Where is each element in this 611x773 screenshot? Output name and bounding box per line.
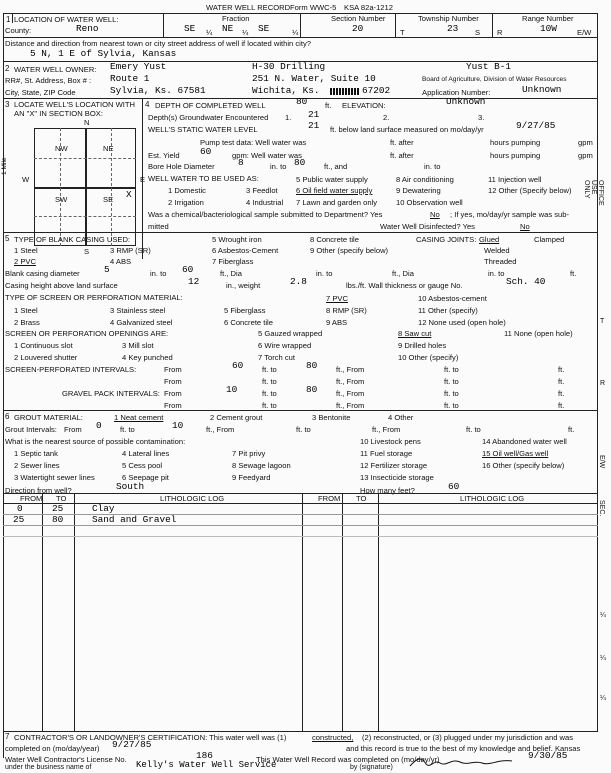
- section-number-5: 5: [5, 234, 10, 243]
- elevation-value: Unknown: [446, 96, 486, 107]
- gravel-ft-to: ft. to: [444, 389, 459, 398]
- bore-to-value: 80: [294, 157, 306, 168]
- screen-4: 4 Galvanized steel: [110, 318, 173, 327]
- perf-ft-end: ft.: [558, 365, 565, 374]
- casing-in-to-2: in. to: [316, 269, 333, 278]
- use-4: 4 Industrial: [246, 198, 284, 207]
- cert-business-label: under the business name of: [5, 764, 92, 771]
- city-value-2: Wichita, Ks.: [252, 85, 320, 96]
- yield-gpm: gpm: [578, 151, 593, 160]
- contam-10: 10 Livestock pens: [360, 437, 421, 446]
- cert-completed-value: 9/27/85: [112, 739, 152, 750]
- yield-label: Est. Yield: [148, 151, 180, 160]
- contam-11: 11 Fuel storage: [360, 449, 413, 458]
- casing-joints-welded: Welded: [484, 246, 510, 255]
- gravel-to-label-2: ft. to: [262, 401, 277, 410]
- casing-ft-end: ft.: [570, 269, 577, 278]
- use-2: 2 Irrigation: [168, 198, 204, 207]
- casing-in-to-3: in. to: [488, 269, 505, 278]
- casing-3: 3 RMP (SR): [110, 246, 151, 255]
- opening-6: 6 Wire wrapped: [258, 341, 312, 350]
- log-litho-header: LITHOLOGIC LOG: [160, 494, 225, 503]
- depth-value: 80: [296, 96, 308, 107]
- grout-ft-to-2: ft. to: [296, 425, 311, 434]
- perf-to-value: 80: [306, 360, 318, 371]
- city-label: City, State, ZIP Code: [5, 88, 76, 97]
- log-to-header: TO: [56, 494, 67, 503]
- use-9: 9 Dewatering: [396, 186, 441, 195]
- cert-line-3: This Water Well Record was completed on (mo/day/yr): [256, 755, 440, 764]
- grout-ft-end: ft.: [568, 425, 575, 434]
- static-level-label: WELL'S STATIC WATER LEVEL: [148, 125, 258, 134]
- cert-line-1b: (2) reconstructed, or (3) plugged under my jurisdiction and was: [362, 733, 574, 742]
- cert-constructed: constructed,: [312, 733, 354, 742]
- casing-6: 6 Asbestos-Cement: [212, 246, 279, 255]
- casing-to-value: 60: [182, 264, 194, 275]
- chem-mitted: mitted: [148, 222, 169, 231]
- casing-weight-value: 2.8: [290, 276, 307, 287]
- perf-ft-end-2: ft.: [558, 377, 565, 386]
- sidebar-ew: E/W: [598, 455, 605, 469]
- gravel-from-value: 10: [226, 384, 238, 395]
- application-value: Unknown: [522, 84, 562, 95]
- screen-10: 10 Asbestos-cement: [418, 294, 487, 303]
- yield-unit: gpm: Well water was: [232, 151, 302, 160]
- groundwater-2-num: 2.: [383, 113, 390, 122]
- sidebar-sec: SEC.: [598, 500, 605, 517]
- opening-10: 10 Other (specify): [398, 353, 459, 362]
- section-number-6: 6: [5, 412, 10, 421]
- sidebar-quarter-2: ¼: [600, 655, 606, 662]
- log-row-2-to: 80: [52, 514, 64, 525]
- elevation-label: ELEVATION:: [342, 101, 386, 110]
- casing-height-value: 12: [188, 276, 200, 287]
- city-value: Sylvia, Ks. 67581: [110, 85, 206, 96]
- grout-ft-from-2: ft., From: [372, 425, 401, 434]
- township-direction: S: [475, 28, 481, 37]
- range-label: Range Number: [522, 14, 574, 23]
- screen-7: 7 PVC: [326, 294, 348, 303]
- fraction-label: Fraction: [222, 14, 250, 23]
- screen-11: 11 Other (specify): [418, 306, 478, 315]
- ne-quadrant: NE: [103, 144, 114, 153]
- log-to-header-2: TO: [356, 494, 367, 503]
- log-row-1-from: 0: [17, 503, 23, 514]
- opening-5: 5 Gauzed wrapped: [258, 329, 323, 338]
- use-12: 12 Other (Specify below): [488, 186, 572, 195]
- office-use-label: OFFICE USE ONLY: [583, 180, 604, 206]
- quarter-mark-2: ¼: [242, 28, 249, 37]
- use-6: 6 Oil field water supply: [296, 186, 373, 195]
- bore-tail: ft., and: [324, 162, 348, 171]
- screen-12: 12 None used (open hole): [418, 318, 506, 327]
- casing-5: 5 Wrought iron: [212, 235, 262, 244]
- casing-8: 8 Concrete tile: [310, 235, 359, 244]
- south-label: S: [84, 247, 90, 256]
- pump-test-label: Pump test data: Well water was: [200, 138, 307, 147]
- owner-name-2: H-30 Drilling: [252, 61, 326, 72]
- perf-ft-from: ft., From: [336, 365, 365, 374]
- contam-14: 14 Abandoned water well: [482, 437, 567, 446]
- section-number-4: 4: [145, 100, 150, 109]
- feet-label: How many feet?: [360, 486, 415, 495]
- township-label: Township Number: [418, 14, 479, 23]
- distance-label: Distance and direction from nearest town or city street address of well if located within city?: [5, 39, 311, 48]
- strikeout-mark: [330, 88, 360, 95]
- section-label: Section Number: [331, 14, 386, 23]
- groundwater-label: Depth(s) Groundwater Encountered: [148, 113, 269, 122]
- west-label: W: [22, 175, 30, 184]
- nw-quadrant: NW: [55, 144, 68, 153]
- grout-3: 3 Bentonite: [312, 413, 351, 422]
- cert-record-date: 9/30/85: [528, 750, 568, 761]
- casing-diameter-label: Blank casing diameter: [5, 269, 80, 278]
- contam-13: 13 Insecticide storage: [360, 473, 434, 482]
- use-1: 1 Domestic: [168, 186, 206, 195]
- township-value: 23: [447, 23, 459, 34]
- cert-completed-label: completed on (mo/day/year): [5, 744, 100, 753]
- quarter-2: NE: [222, 23, 234, 34]
- static-level-date: 9/27/85: [516, 120, 556, 131]
- well-location-mark: X: [126, 189, 132, 200]
- openings-label: SCREEN OR PERFORATION OPENINGS ARE:: [5, 329, 169, 338]
- board-label: Board of Agriculture, Division of Water Resources: [422, 76, 567, 83]
- casing-7: 7 Fiberglass: [212, 257, 254, 266]
- depth-ft: ft.: [325, 101, 332, 110]
- section-number-2: 2: [5, 64, 10, 73]
- mile-scale: 1 Mile: [1, 157, 8, 175]
- quarter-mark-1: ¼: [206, 28, 213, 37]
- se-quadrant: SE: [103, 195, 114, 204]
- form-number: Form WWC-5: [290, 3, 337, 12]
- application-label: Application Number:: [422, 88, 491, 97]
- gravel-to-value: 80: [306, 384, 318, 395]
- gravel-from-label: From: [164, 389, 182, 398]
- grout-ft-from: ft., From: [206, 425, 235, 434]
- gravel-ft-from-2: ft., From: [336, 401, 365, 410]
- opening-9: 9 Drilled holes: [398, 341, 447, 350]
- quarter-1: SE: [184, 23, 196, 34]
- opening-11: 11 None (open hole): [504, 329, 573, 338]
- opening-2: 2 Louvered shutter: [14, 353, 78, 362]
- screen-5: 5 Fiberglass: [224, 306, 266, 315]
- grout-from-label: From: [64, 425, 82, 434]
- casing-in-to: in. to: [150, 269, 167, 278]
- range-prefix: R: [497, 28, 503, 37]
- chem-sample-label: Was a chemical/bacteriological sample submitted to Department? Yes: [148, 210, 383, 219]
- quarter-mark-3: ¼: [292, 28, 299, 37]
- opening-4: 4 Key punched: [122, 353, 173, 362]
- perf-from-label: From: [164, 365, 182, 374]
- section-number-3: 3: [5, 100, 10, 109]
- opening-8: 8 Saw cut: [398, 329, 432, 338]
- log-row-1-to: 25: [52, 503, 64, 514]
- casing-1: 1 Steel: [14, 246, 38, 255]
- perf-from-value: 60: [232, 360, 244, 371]
- section-value: 20: [352, 23, 364, 34]
- casing-height-label: Casing height above land surface: [5, 281, 118, 290]
- range-value: 10W: [540, 23, 557, 34]
- log-from-header-2: FROM: [318, 494, 341, 503]
- grout-from-value: 0: [96, 420, 102, 431]
- log-row-2-desc: Sand and Gravel: [92, 514, 177, 525]
- county-label: County:: [5, 26, 32, 35]
- grout-label: GROUT MATERIAL:: [14, 413, 83, 422]
- grout-ft-to: ft. to: [120, 425, 135, 434]
- perf-to-label: ft. to: [262, 365, 277, 374]
- sidebar-quarter-1: ¼: [600, 612, 606, 619]
- locate-label-2: AN "X" IN SECTION BOX:: [14, 109, 103, 118]
- county-value: Reno: [76, 23, 99, 34]
- log-from-header: FROM: [20, 494, 43, 503]
- gravel-to-label: ft. to: [262, 389, 277, 398]
- gravel-ft-from: ft., From: [336, 389, 365, 398]
- use-label: WELL WATER TO BE USED AS:: [148, 174, 259, 183]
- gravel-ft-end-2: ft.: [558, 401, 565, 410]
- screen-8: 8 RMP (SR): [326, 306, 367, 315]
- grout-1: 1 Neat cement: [114, 413, 164, 422]
- yield-hours: hours pumping: [490, 151, 541, 160]
- use-10: 10 Observation well: [396, 198, 463, 207]
- contam-9: 9 Feedyard: [232, 473, 271, 482]
- grout-2: 2 Cement grout: [210, 413, 263, 422]
- sidebar-r: R: [600, 380, 606, 387]
- contam-5: 5 Cess pool: [122, 461, 163, 470]
- contam-3: 3 Watertight sewer lines: [14, 473, 95, 482]
- casing-in-weight: in., weight: [226, 281, 261, 290]
- cert-line-1: CONTRACTOR'S OR LANDOWNER'S CERTIFICATION: This water well was (1): [14, 733, 287, 742]
- contam-1: 1 Septic tank: [14, 449, 58, 458]
- yield-value: 60: [200, 146, 212, 157]
- contam-4: 4 Lateral lines: [122, 449, 170, 458]
- bore-label: Bore Hole Diameter: [148, 162, 215, 171]
- groundwater-1-num: 1.: [285, 113, 292, 122]
- casing-9: 9 Other (specify below): [310, 246, 389, 255]
- address-value-2: 251 N. Water, Suite 10: [252, 73, 376, 84]
- gravel-ft-end: ft.: [558, 389, 565, 398]
- gravel-ft-to-2: ft. to: [444, 401, 459, 410]
- distance-value: 5 N, 1 E of Sylvia, Kansas: [30, 48, 177, 59]
- cert-signature-label: by (signature): [350, 764, 393, 771]
- casing-2: 2 PVC: [14, 257, 36, 266]
- opening-1: 1 Continuous slot: [14, 341, 73, 350]
- form-title: WATER WELL RECORD: [206, 3, 291, 12]
- bore-in-to-2: in. to: [424, 162, 441, 171]
- grout-ft-to-3: ft. to: [466, 425, 481, 434]
- section-number-1: 1: [6, 15, 11, 24]
- sw-quadrant: SW: [55, 195, 68, 204]
- pump-after: ft. after: [390, 138, 414, 147]
- direction-value: South: [116, 481, 145, 492]
- contam-12: 12 Fertilizer storage: [360, 461, 428, 470]
- disinfected-label: Water Well Disinfected? Yes: [380, 222, 475, 231]
- log-row-1-desc: Clay: [92, 503, 115, 514]
- screen-2: 2 Brass: [14, 318, 40, 327]
- range-direction: E/W: [577, 28, 592, 37]
- locate-label: LOCATE WELL'S LOCATION WITH: [14, 100, 135, 109]
- perf-ft-to: ft. to: [444, 365, 459, 374]
- perf-to-label-2: ft. to: [262, 377, 277, 386]
- casing-diameter-value: 5: [104, 264, 110, 275]
- ksa-reference: KSA 82a-1212: [344, 3, 393, 12]
- perforated-intervals-label: SCREEN-PERFORATED INTERVALS:: [5, 365, 137, 374]
- casing-joints-clamped: Clamped: [534, 235, 565, 244]
- casing-4: 4 ABS: [110, 257, 132, 266]
- casing-ft-dia: ft., Dia: [220, 269, 242, 278]
- perf-from-label-2: From: [164, 377, 182, 386]
- quarter-3: SE: [258, 23, 270, 34]
- east-label: E: [140, 175, 146, 184]
- bore-value: 8: [238, 157, 244, 168]
- well-name: Yust B-1: [466, 61, 512, 72]
- contam-7: 7 Pit privy: [232, 449, 266, 458]
- cert-line-2: and this record is true to the best of my knowledge and belief. Kansas: [346, 744, 581, 753]
- yield-after: ft. after: [390, 151, 414, 160]
- groundwater-3-num: 3.: [478, 113, 485, 122]
- casing-joints-glued: Glued: [479, 235, 500, 244]
- casing-gauge-value: Sch. 40: [506, 276, 546, 287]
- use-5: 5 Public water supply: [296, 175, 368, 184]
- township-prefix: T: [400, 28, 405, 37]
- disinfected-no: No: [520, 222, 530, 231]
- log-litho-header-2: LITHOLOGIC LOG: [460, 494, 525, 503]
- chem-sample-tail: ; If yes, mo/day/yr sample was sub-: [450, 210, 570, 219]
- pump-hours: hours pumping: [490, 138, 541, 147]
- grout-intervals-label: Grout Intervals:: [5, 425, 57, 434]
- static-level-value: 21: [308, 120, 320, 131]
- gravel-intervals-label: GRAVEL PACK INTERVALS:: [62, 389, 160, 398]
- contam-6: 6 Seepage pit: [122, 473, 169, 482]
- casing-label: TYPE OF BLANK CASING USED:: [14, 235, 131, 244]
- casing-lbs-label: lbs./ft. Wall thickness or gauge No.: [346, 281, 463, 290]
- casing-joints-threaded: Threaded: [484, 257, 517, 266]
- feet-value: 60: [448, 481, 460, 492]
- perf-ft-to-2: ft. to: [444, 377, 459, 386]
- use-8: 8 Air conditioning: [396, 175, 454, 184]
- north-label: N: [84, 118, 90, 127]
- screen-6: 6 Concrete tile: [224, 318, 273, 327]
- grout-4: 4 Other: [388, 413, 414, 422]
- contam-16: 16 Other (specify below): [482, 461, 565, 470]
- depth-label: DEPTH OF COMPLETED WELL: [155, 101, 266, 110]
- address-label: RR#, St. Address, Box # :: [5, 76, 92, 85]
- screen-9: 9 ABS: [326, 318, 348, 327]
- contam-8: 8 Sewage lagoon: [232, 461, 291, 470]
- pump-gpm: gpm: [578, 138, 593, 147]
- sidebar-t: T: [600, 318, 605, 325]
- grout-to-value: 10: [172, 420, 184, 431]
- cert-business-value: Kelly's Water Well Service: [136, 760, 277, 770]
- static-level-tail: ft. below land surface measured on mo/day/yr: [330, 125, 484, 134]
- contamination-label: What is the nearest source of possible contamination:: [5, 437, 186, 446]
- casing-joints-label: CASING JOINTS:: [416, 235, 477, 244]
- groundwater-1-value: 21: [308, 109, 320, 120]
- owner-label: WATER WELL OWNER:: [14, 65, 97, 74]
- opening-7: 7 Torch cut: [258, 353, 296, 362]
- casing-ft-dia-2: ft., Dia: [392, 269, 414, 278]
- city-zip-2: 67202: [362, 85, 391, 96]
- screen-label: TYPE OF SCREEN OR PERFORATION MATERIAL:: [5, 293, 183, 302]
- use-7: 7 Lawn and garden only: [296, 198, 378, 207]
- owner-name: Emery Yust: [110, 61, 167, 72]
- address-value: Route 1: [110, 73, 150, 84]
- location-label: LOCATION OF WATER WELL:: [14, 15, 119, 24]
- cert-license-value: 186: [196, 750, 213, 761]
- cert-license-label: Water Well Contractor's License No.: [5, 755, 127, 764]
- gravel-from-label-2: From: [164, 401, 182, 410]
- use-11: 11 Injection well: [488, 175, 542, 184]
- signature: [408, 755, 518, 771]
- contam-15: 15 Oil well/Gas well: [482, 449, 549, 458]
- contam-2: 2 Sewer lines: [14, 461, 60, 470]
- use-3: 3 Feedlot: [246, 186, 278, 195]
- opening-3: 3 Mill slot: [122, 341, 154, 350]
- screen-3: 3 Stainless steel: [110, 306, 166, 315]
- log-row-2-from: 25: [13, 514, 25, 525]
- sidebar-quarter-3: ¼: [600, 695, 606, 702]
- section-number-7: 7: [5, 732, 10, 741]
- perf-ft-from-2: ft., From: [336, 377, 365, 386]
- bore-in-to: in. to: [270, 162, 287, 171]
- direction-label: Direction from well?: [5, 486, 72, 495]
- chem-sample-no: No: [430, 210, 440, 219]
- screen-1: 1 Steel: [14, 306, 38, 315]
